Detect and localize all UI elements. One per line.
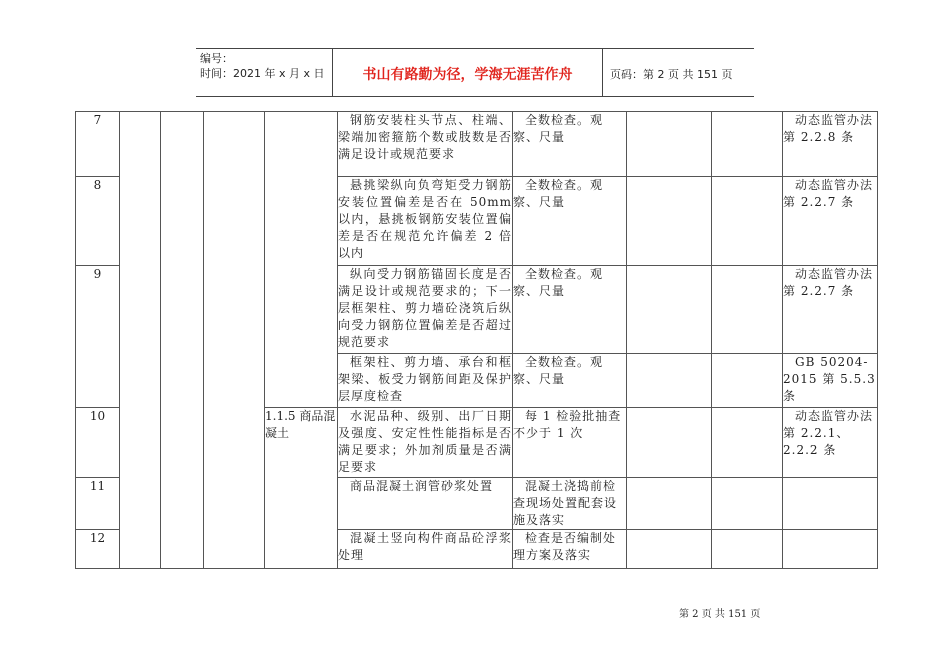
blank-cell [161,112,204,569]
header-divider [602,49,603,96]
check-basis: 动态监管办法第 2.2.7 条 [783,266,878,354]
check-item: 商品混凝土润管砂浆处置 [338,478,513,530]
blank-cell [627,112,712,177]
blank-cell [627,354,712,408]
date-label: 时间：2021 年 x 月 x 日 [200,67,325,80]
check-method: 全数检查。观察、尺量 [513,266,627,354]
blank-cell [627,408,712,478]
serial-label: 编号： [200,52,233,65]
blank-cell [712,177,783,266]
check-method: 混凝土浇捣前检查现场处置配套设施及落实 [513,478,627,530]
check-basis: 动态监管办法第 2.2.1、2.2.2 条 [783,408,878,478]
check-item: 钢筋安装柱头节点、柱端、梁端加密箍筋个数或肢数是否满足设计或规范要求 [338,112,513,177]
row-number: 11 [76,478,120,530]
header-meta [200,51,325,81]
blank-cell [627,177,712,266]
check-item: 框架柱、剪力墙、承台和框架梁、板受力钢筋间距及保护层厚度检查 [338,354,513,408]
row-number: 7 [76,112,120,177]
blank-cell [712,408,783,478]
sub-category: 1.1.5 商品混凝土 [265,408,338,569]
header-motto: 书山有路勤为径，学海无涯苦作舟 [362,67,573,83]
header-page-label: 页码：第 2 页 共 151 页 [610,68,733,81]
table-row [76,112,878,177]
blank-cell [712,354,783,408]
row-number: 9 [76,266,120,408]
check-item: 悬挑梁纵向负弯矩受力钢筋安装位置偏差是否在 50mm 以内，悬挑板钢筋安装位置偏差是否在规范允许偏差 2 倍以内 [338,177,513,266]
check-basis: 动态监管办法第 2.2.8 条 [783,112,878,177]
blank-cell [712,266,783,354]
check-basis [783,530,878,569]
check-method: 全数检查。观察、尺量 [513,112,627,177]
check-basis: 动态监管办法第 2.2.7 条 [783,177,878,266]
check-method: 检查是否编制处理方案及落实 [513,530,627,569]
check-item: 混凝土竖向构件商品砼浮浆处理 [338,530,513,569]
row-number: 10 [76,408,120,478]
blank-cell [204,112,265,569]
blank-cell [627,530,712,569]
check-item: 纵向受力钢筋锚固长度是否满足设计或规范要求的；下一层框架柱、剪力墙砼浇筑后纵向受力钢筋位置偏差是否超过规范要求 [338,266,513,354]
check-method: 全数检查。观察、尺量 [513,177,627,266]
inspection-table [75,111,878,569]
row-number: 12 [76,530,120,569]
check-basis [783,478,878,530]
blank-cell [265,112,338,408]
page-header [196,48,754,97]
blank-cell [712,530,783,569]
blank-cell [120,112,161,569]
blank-cell [712,478,783,530]
blank-cell [627,266,712,354]
page-footer: 第 2 页 共 151 页 [679,609,761,620]
check-basis: GB 50204-2015 第 5.5.3 条 [783,354,878,408]
blank-cell [627,478,712,530]
blank-cell [712,112,783,177]
check-method: 全数检查。观察、尺量 [513,354,627,408]
check-item: 水泥品种、级别、出厂日期及强度、安定性性能指标是否满足要求；外加剂质量是否满足要求 [338,408,513,478]
check-method: 每 1 检验批抽查不少于 1 次 [513,408,627,478]
row-number: 8 [76,177,120,266]
